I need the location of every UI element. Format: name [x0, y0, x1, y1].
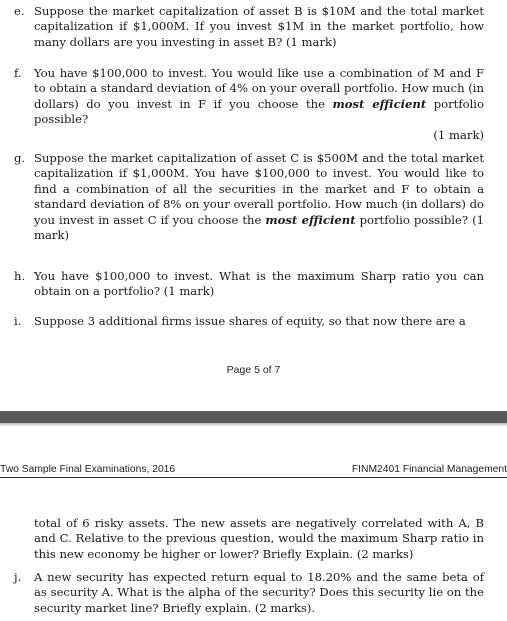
header-rule — [0, 477, 507, 478]
question-e — [14, 4, 484, 50]
question-text-before: You have $100,000 to invest. You would like use a combination of M and F to obtain a standard deviation of 4% on your overall portfolio. How much (in dollars) do you invest in F if you choose the — [34, 66, 484, 111]
question-letter: e. — [14, 4, 25, 18]
question-text-before: Suppose the market capitalization of asset C is $500M and the total market capitalization if $1,000M. You have $100,000 to invest. You would like to find a combination of all the securities in the market and F to obtain a standard deviation of 8% on your overall portfolio. How much (in dollars) do you invest in asset C if you choose the — [34, 151, 484, 227]
question-letter: j. — [14, 570, 22, 584]
running-header-left: Two Sample Final Examinations, 2016 — [0, 464, 176, 475]
emphasis-text: most efficient — [332, 96, 427, 111]
question-g — [14, 151, 484, 243]
question-mark: (1 mark) — [433, 127, 484, 142]
question-letter: f. — [14, 66, 22, 80]
question-text: A new security has expected return equal to 18.20% and the same beta of as security A. What is the alpha of the security? Does this security lie on the security market line? Briefly explain. (2 marks). — [34, 570, 484, 615]
question-i — [14, 314, 484, 329]
question-text: Suppose the market capitalization of asset B is $10M and the total market capitalization if $1,000M. If you invest $1M in the market portfolio, how many dollars are you investing in asset B? (1 mark) — [34, 4, 484, 49]
question-h — [14, 269, 484, 300]
question-text-after: portfolio possible? — [34, 96, 484, 127]
page-break-divider — [0, 411, 507, 423]
question-letter: g. — [14, 151, 26, 165]
question-text — [34, 151, 484, 243]
question-letter: h. — [14, 269, 26, 283]
question-text: You have $100,000 to invest. What is the maximum Sharp ratio you can obtain on a portfolio? (1 mark) — [34, 269, 484, 299]
question-letter: i. — [14, 314, 22, 328]
question-text: Suppose 3 additional firms issue shares of equity, so that now there are a — [34, 314, 466, 328]
question-j — [14, 570, 484, 616]
emphasis-text: most efficient — [265, 212, 356, 227]
question-text — [34, 66, 484, 143]
question-f — [14, 66, 484, 143]
running-header-right: FINM2401 Financial Management — [351, 464, 507, 475]
page-number: Page 5 of 7 — [226, 364, 281, 376]
question-text-after: portfolio possible? (1 mark) — [34, 212, 484, 243]
question-text: total of 6 risky assets. The new assets are negatively correlated with A, B and C. Relative to the previous question, would the maximum Sharp ratio in this new economy be higher or lower? Briefly Explain. (2 marks) — [34, 516, 484, 561]
question-i-continuation — [14, 516, 484, 562]
page-break-shadow — [0, 423, 507, 427]
